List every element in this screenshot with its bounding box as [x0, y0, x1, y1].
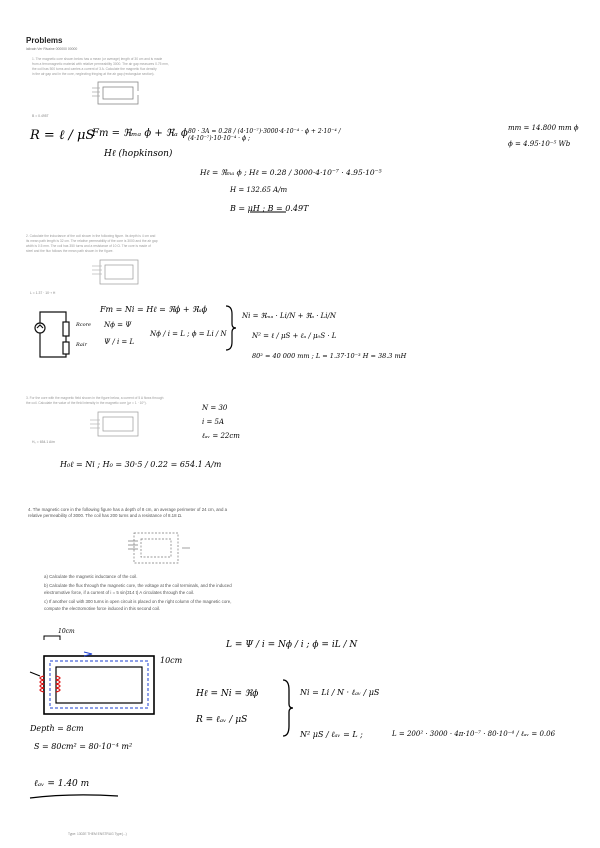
problem-1-answer: B = 0.495T — [32, 114, 49, 118]
problem-2-circuit — [35, 312, 69, 357]
hw-p2-fm: Fm = Ni = Hℓ = ℜϕ + ℜₐϕ — [100, 305, 208, 314]
problem-3-text: 3. For the core with the magnetic field shown in the figure below, a current of 5 A flows through the coil. Calculate the value of the field intensity in the magnetic core (μr = 1 · 10⁵). — [26, 396, 164, 405]
problem-4-core-figure — [128, 533, 190, 563]
hw-p2-rcore: Rcore — [76, 322, 91, 328]
problem-4-text: 4. The magnetic core in the following figure has a depth of 8 cm, an average perimeter of 24 cm, and a relative permeability of 3000. The coil has 200 turns and a resistance of 8.18 Ω. — [28, 507, 228, 519]
lavg-underline — [30, 795, 118, 798]
page-title: Problems — [26, 36, 63, 45]
hw-p1-hl: Hℓ = ℜₘₐ ϕ ; Hℓ = 0.28 / 3000·4·10⁻⁷ · 4.95·10⁻⁵ — [200, 168, 382, 177]
hw-p1-hopkinson: Hℓ (hopkinson) — [104, 149, 173, 159]
hw-p2-rair: Rair — [76, 342, 87, 348]
hw-p1-result2: ϕ = 4.95·10⁻⁵ Wb — [508, 140, 571, 148]
problem-1-text: 1. The magnetic core shown below has a mean (or average) length of 30 cm and is made from a ferromagnetic material with relative permeability 3000. The air gap measures 0.75 mm, the coil has 500 turns and carries a current of 3 A. Calculate the magnetic flux density in the air gap and in the core, neglecting fringing at the air gap (rectangular section). — [32, 57, 169, 76]
hw-p3-l: ℓₐᵥ = 22cm — [202, 432, 240, 440]
hw-p4-s: S = 80cm² = 80·10⁻⁴ m² — [34, 742, 133, 751]
hw-p4-hl: Hℓ = Ni = ℜϕ — [196, 689, 259, 699]
problem-1-core-figure — [92, 82, 138, 104]
hw-p4-lavg: ℓₐᵥ = 1.40 m — [34, 779, 90, 789]
hw-p2-n2: N² = ℓ / μS + ℓₐ / μ₀S · L — [252, 332, 337, 340]
hw-p1-h: H = 132.65 A/m — [230, 186, 288, 194]
page-footer: Type: 1302E THEM ENSTRUG Type(...) — [68, 832, 127, 836]
hw-p4-n2: N² μS / ℓₐᵥ = L ; — [300, 730, 363, 739]
hw-p2-ni: Ni = ℜₘₐ · Li/N + ℜₐ · Li/N — [242, 312, 337, 320]
problem-4-handwritten-core — [30, 636, 154, 714]
page-subtitle: lalivain Ver Rivaine 000000 00000 — [26, 47, 78, 51]
hw-p3-i: i = 5A — [202, 418, 225, 426]
hw-p2-n3: 80² = 40 000 mm ; L = 1.37·10⁻³ H = 38.3 mH — [252, 352, 407, 360]
problem-2-text: 2. Calculate the inductance of the coil shown in the following figure. Its depth is 4 cm and its mean path length is 32 cm. The relative permeability of the core is 3000 and the air gap width is 0.5 mm. The coil has 350 turns and a resistance of 10 Ω. The core is made of steel and the flux follows the mean path shown in the figure. — [26, 234, 158, 253]
hw-p2-nphi: Nϕ = Ψ — [104, 321, 132, 329]
hw-p2-brace-eq: Nϕ / i = L ; ϕ = Li / N — [150, 330, 227, 338]
problem-2-brace — [226, 306, 236, 350]
hw-p1-b: B = μH ; B = 0.49T — [230, 204, 309, 213]
problem-4-brace — [283, 680, 293, 736]
hw-p1-result1: mm = 14.800 mm ϕ — [508, 124, 579, 132]
hw-p4-10cm-top: 10cm — [58, 628, 75, 635]
problem-2-core-figure — [92, 260, 138, 284]
hw-p2-l: Ψ / i = L — [104, 338, 135, 346]
hw-p4-l-phi: L = Ψ / i = Nϕ / i ; ϕ = iL / N — [226, 640, 358, 650]
problem-3-answer: H₀ = 654.1 A/m — [32, 440, 55, 444]
problem-3-core-figure — [90, 412, 138, 436]
hw-p4-n-eq: Ni = Li / N · ℓₐᵥ / μS — [300, 688, 380, 697]
hw-p1-reluctance: R = ℓ / μS — [30, 128, 95, 143]
hw-p4-l-val: L = 200² · 3000 · 4π·10⁻⁷ · 80·10⁻⁴ / ℓₐᵥ = 0.06 — [392, 730, 556, 738]
hw-p4-10cm-side: 10cm — [160, 656, 183, 665]
hw-p4-depth: Depth = 8cm — [30, 724, 84, 733]
hw-p3-eq: H₀ℓ = Ni ; H₀ = 30·5 / 0.22 = 654.1 A/m — [60, 460, 222, 469]
hw-p1-fm: Fm = ℜₘₐ ϕ + ℜₐ ϕ — [92, 128, 188, 139]
hw-p3-n: N = 30 — [202, 404, 228, 412]
problem-2-answer: L = 1.37 · 10⁻³ H — [30, 291, 56, 295]
problem-4-subquestions: a) Calculate the magnetic inductance of the coil. b) Calculate the flux through the magnetic core, the voltage at the coil terminals, and the induced electromotive force, if a current of i = 5 sin(314 t) A circulates through the coil. c) If another coil with 300 turns in open circuit is placed on the right column of the magnetic core, compute the electromotive force induced in this second coil. — [44, 574, 232, 611]
hw-p4-r: R = ℓₐᵥ / μS — [196, 715, 248, 725]
hw-p1-eq1: 80 · 3A = 0.28 / (4·10⁻⁷)·3000·4·10⁻⁴ · ϕ + 2·10⁻⁴ / (4·10⁻⁷)·10·10⁻⁴ · ϕ ; — [188, 128, 341, 142]
